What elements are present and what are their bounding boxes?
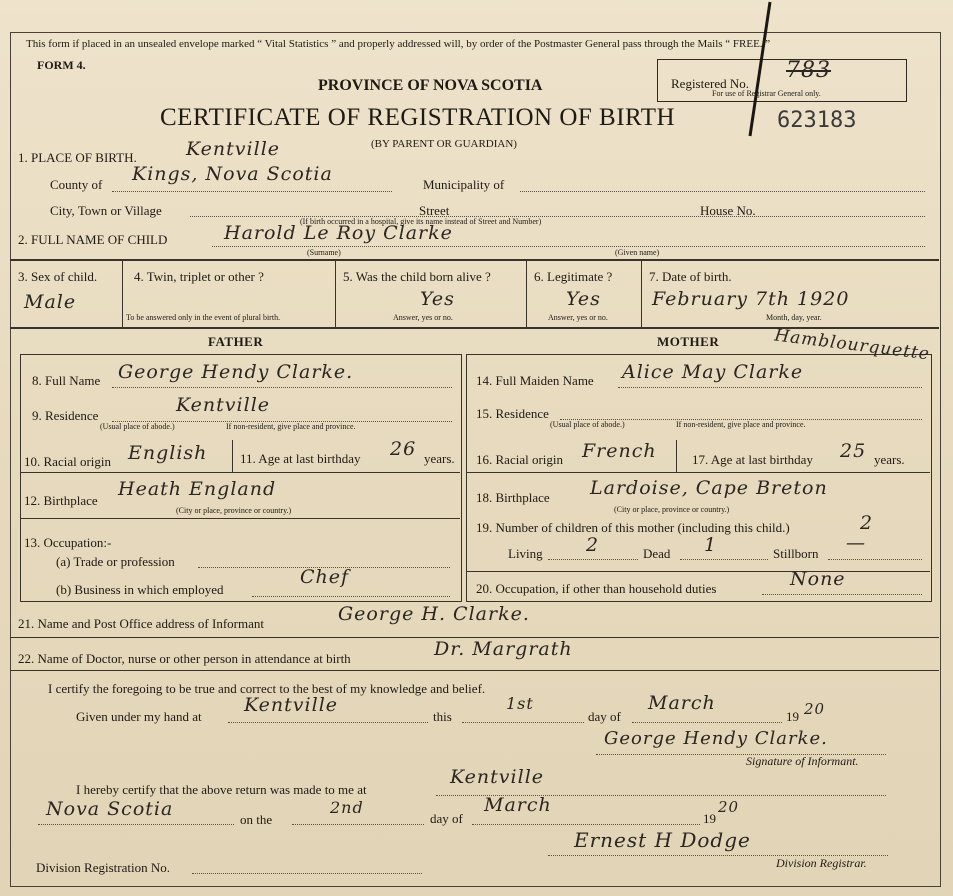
informant-label: 21. Name and Post Office address of Informant	[18, 616, 264, 631]
given-day-value: 1st	[506, 694, 534, 713]
father-name-line	[112, 387, 452, 388]
given-place-value: Kentville	[244, 694, 339, 716]
child-name-line	[212, 246, 925, 247]
legitimate-note: Answer, yes or no.	[548, 313, 608, 322]
trade-label: (a) Trade or profession	[56, 554, 175, 569]
col-divider-3	[526, 260, 527, 327]
date-label: 7. Date of birth.	[649, 269, 732, 284]
date-note: Month, day, year.	[766, 313, 822, 322]
mother-age-label: 17. Age at last birthday	[692, 452, 813, 467]
business-line	[252, 596, 450, 597]
hospital-note: (If birth occurred in a hospital, give its name instead of Street and Number)	[300, 217, 542, 226]
certificate-subtitle: (BY PARENT OR GUARDIAN)	[371, 138, 517, 150]
registrar-day-line	[292, 824, 424, 825]
father-heading: FATHER	[208, 334, 264, 349]
mother-racial-value: French	[582, 440, 657, 462]
stillborn-label: Stillborn	[773, 546, 819, 561]
day-of-label: day of	[588, 709, 621, 724]
father-nonres-note: If non-resident, give place and province.	[226, 422, 356, 431]
living-line	[548, 559, 638, 560]
given-note: (Given name)	[615, 248, 660, 257]
stillborn-value: —	[846, 532, 866, 554]
father-age-divider	[232, 440, 233, 472]
registrar-month-value: March	[484, 794, 552, 816]
on-the-label: on the	[240, 812, 273, 827]
children-count-label: 19. Number of children of this mother (including this child.)	[476, 520, 790, 535]
father-racial-label: 10. Racial origin	[24, 454, 112, 469]
given-day-line	[462, 722, 584, 723]
col-divider-2	[335, 260, 336, 327]
business-label: (b) Business in which employed	[56, 582, 224, 597]
father-name-value: George Hendy Clarke.	[118, 361, 354, 383]
county-label: County of	[50, 177, 103, 192]
father-residence-value: Kentville	[176, 394, 271, 416]
rule-top	[10, 259, 939, 261]
alive-note: Answer, yes or no.	[393, 313, 453, 322]
mother-age-value: 25	[840, 440, 867, 462]
col-divider-4	[641, 260, 642, 327]
father-racial-value: English	[128, 442, 208, 464]
division-registration-line	[192, 873, 422, 874]
mother-name-value: Alice May Clarke	[622, 361, 804, 383]
registrar-month-line	[472, 824, 700, 825]
legitimate-value: Yes	[566, 288, 601, 310]
province-heading: PROVINCE OF NOVA SCOTIA	[318, 77, 543, 94]
given-month-value: March	[648, 692, 716, 714]
dead-value: 1	[704, 534, 718, 556]
this-label: this	[433, 709, 452, 724]
doctor-label: 22. Name of Doctor, nurse or other person in attendance at birth	[18, 651, 351, 666]
children-count-value: 2	[860, 512, 874, 534]
house-label: House No.	[700, 203, 756, 218]
mother-birthplace-note: (City or place, province or country.)	[614, 505, 730, 514]
form-number: FORM 4.	[37, 58, 86, 72]
ink-stroke	[740, 0, 780, 140]
twin-note: To be answered only in the event of plural birth.	[126, 313, 281, 322]
sex-label: 3. Sex of child.	[18, 269, 98, 284]
registrar-province-line	[38, 824, 234, 825]
living-label: Living	[508, 546, 543, 561]
street-label: Street	[419, 203, 450, 218]
sex-value: Male	[24, 291, 77, 313]
mother-name-label: 14. Full Maiden Name	[476, 373, 594, 388]
mother-years-label: years.	[874, 452, 905, 467]
father-birthplace-label: 12. Birthplace	[24, 493, 98, 508]
informant-value: George H. Clarke.	[338, 603, 530, 625]
certify-statement: I certify the foregoing to be true and correct to the best of my knowledge and belief.	[48, 681, 486, 696]
father-residence-label: 9. Residence	[32, 408, 99, 423]
father-rule-1	[20, 472, 460, 473]
mother-abode-note: (Usual place of abode.)	[550, 420, 625, 429]
division-registration-label: Division Registration No.	[36, 860, 170, 875]
mail-notice: This form if placed in an unsealed envelope marked “ Vital Statistics ” and properly addressed will, by order of the Postmaster General pass through the Mails “ FREE. ”	[26, 38, 771, 50]
place-of-birth-value: Kentville	[186, 138, 281, 160]
registered-label: Registered No.	[671, 76, 749, 91]
mother-name-correction: Hamblourquette	[773, 325, 931, 365]
mother-occupation-line	[762, 594, 922, 595]
surname-note: (Surname)	[307, 248, 341, 257]
certificate-title: CERTIFICATE OF REGISTRATION OF BIRTH	[160, 104, 676, 131]
registrar-statement: I hereby certify that the above return was made to me at	[76, 782, 367, 797]
given-under-label: Given under my hand at	[76, 709, 202, 724]
dead-label: Dead	[643, 546, 671, 561]
father-age-label: 11. Age at last birthday	[240, 451, 361, 466]
mother-age-divider	[676, 440, 677, 472]
legitimate-label: 6. Legitimate ?	[534, 269, 613, 284]
informant-signature-label: Signature of Informant.	[746, 754, 859, 768]
dead-line	[680, 559, 768, 560]
county-value: Kings, Nova Scotia	[132, 163, 333, 185]
father-age-value: 26	[390, 438, 417, 460]
twin-label: 4. Twin, triplet or other ?	[134, 269, 264, 284]
registrar-signature-label: Division Registrar.	[776, 856, 867, 870]
city-label: City, Town or Village	[50, 203, 162, 218]
alive-value: Yes	[420, 288, 455, 310]
mother-residence-label: 15. Residence	[476, 406, 549, 421]
municipality-label: Municipality of	[423, 177, 505, 192]
living-value: 2	[586, 534, 600, 556]
child-name-label: 2. FULL NAME OF CHILD	[18, 232, 168, 247]
registrar-year-value: 20	[718, 798, 740, 816]
registrar-day-of-label: day of	[430, 811, 463, 826]
business-value: Chef	[300, 566, 350, 588]
registrar-use-note: For use of Registrar General only.	[712, 89, 821, 98]
registered-number: 783	[786, 58, 831, 83]
mother-nonres-note: If non-resident, give place and province.	[676, 420, 806, 429]
given-year-prefix: 19	[786, 709, 799, 724]
registrar-place-value: Kentville	[450, 766, 545, 788]
mother-racial-label: 16. Racial origin	[476, 452, 564, 467]
given-month-line	[632, 722, 782, 723]
father-years-label: years.	[424, 451, 455, 466]
date-value: February 7th 1920	[652, 288, 850, 310]
mother-heading: MOTHER	[657, 334, 720, 349]
father-abode-note: (Usual place of abode.)	[100, 422, 175, 431]
informant-signature: George Hendy Clarke.	[604, 728, 828, 749]
father-birthplace-note: (City or place, province or country.)	[176, 506, 292, 515]
registrar-year-prefix: 19	[703, 811, 716, 826]
stillborn-line	[828, 559, 922, 560]
father-birthplace-value: Heath England	[118, 478, 277, 500]
registrar-day-value: 2nd	[330, 798, 364, 817]
mother-birthplace-label: 18. Birthplace	[476, 490, 550, 505]
child-name-value: Harold Le Roy Clarke	[224, 222, 453, 244]
given-year-value: 20	[804, 700, 826, 718]
stamp-number: 623183	[777, 108, 857, 133]
col-divider-1	[122, 260, 123, 327]
given-place-line	[228, 722, 428, 723]
doctor-value: Dr. Margrath	[434, 638, 573, 660]
county-line	[112, 191, 392, 192]
place-of-birth-label: 1. PLACE OF BIRTH.	[18, 150, 137, 165]
alive-label: 5. Was the child born alive ?	[343, 269, 491, 284]
registrar-signature: Ernest H Dodge	[574, 828, 751, 852]
mother-rule-2	[466, 571, 930, 572]
registrar-province-value: Nova Scotia	[46, 798, 174, 820]
mother-occupation-label: 20. Occupation, if other than household duties	[476, 581, 717, 596]
mother-birthplace-value: Lardoise, Cape Breton	[590, 477, 828, 499]
father-rule-2	[20, 518, 460, 519]
doctor-rule	[10, 670, 939, 671]
occupation-label: 13. Occupation:-	[24, 535, 112, 550]
mother-occupation-value: None	[790, 568, 846, 590]
mother-rule-1	[466, 472, 930, 473]
municipality-line	[520, 191, 925, 192]
father-name-label: 8. Full Name	[32, 373, 101, 388]
mother-name-line	[618, 387, 922, 388]
